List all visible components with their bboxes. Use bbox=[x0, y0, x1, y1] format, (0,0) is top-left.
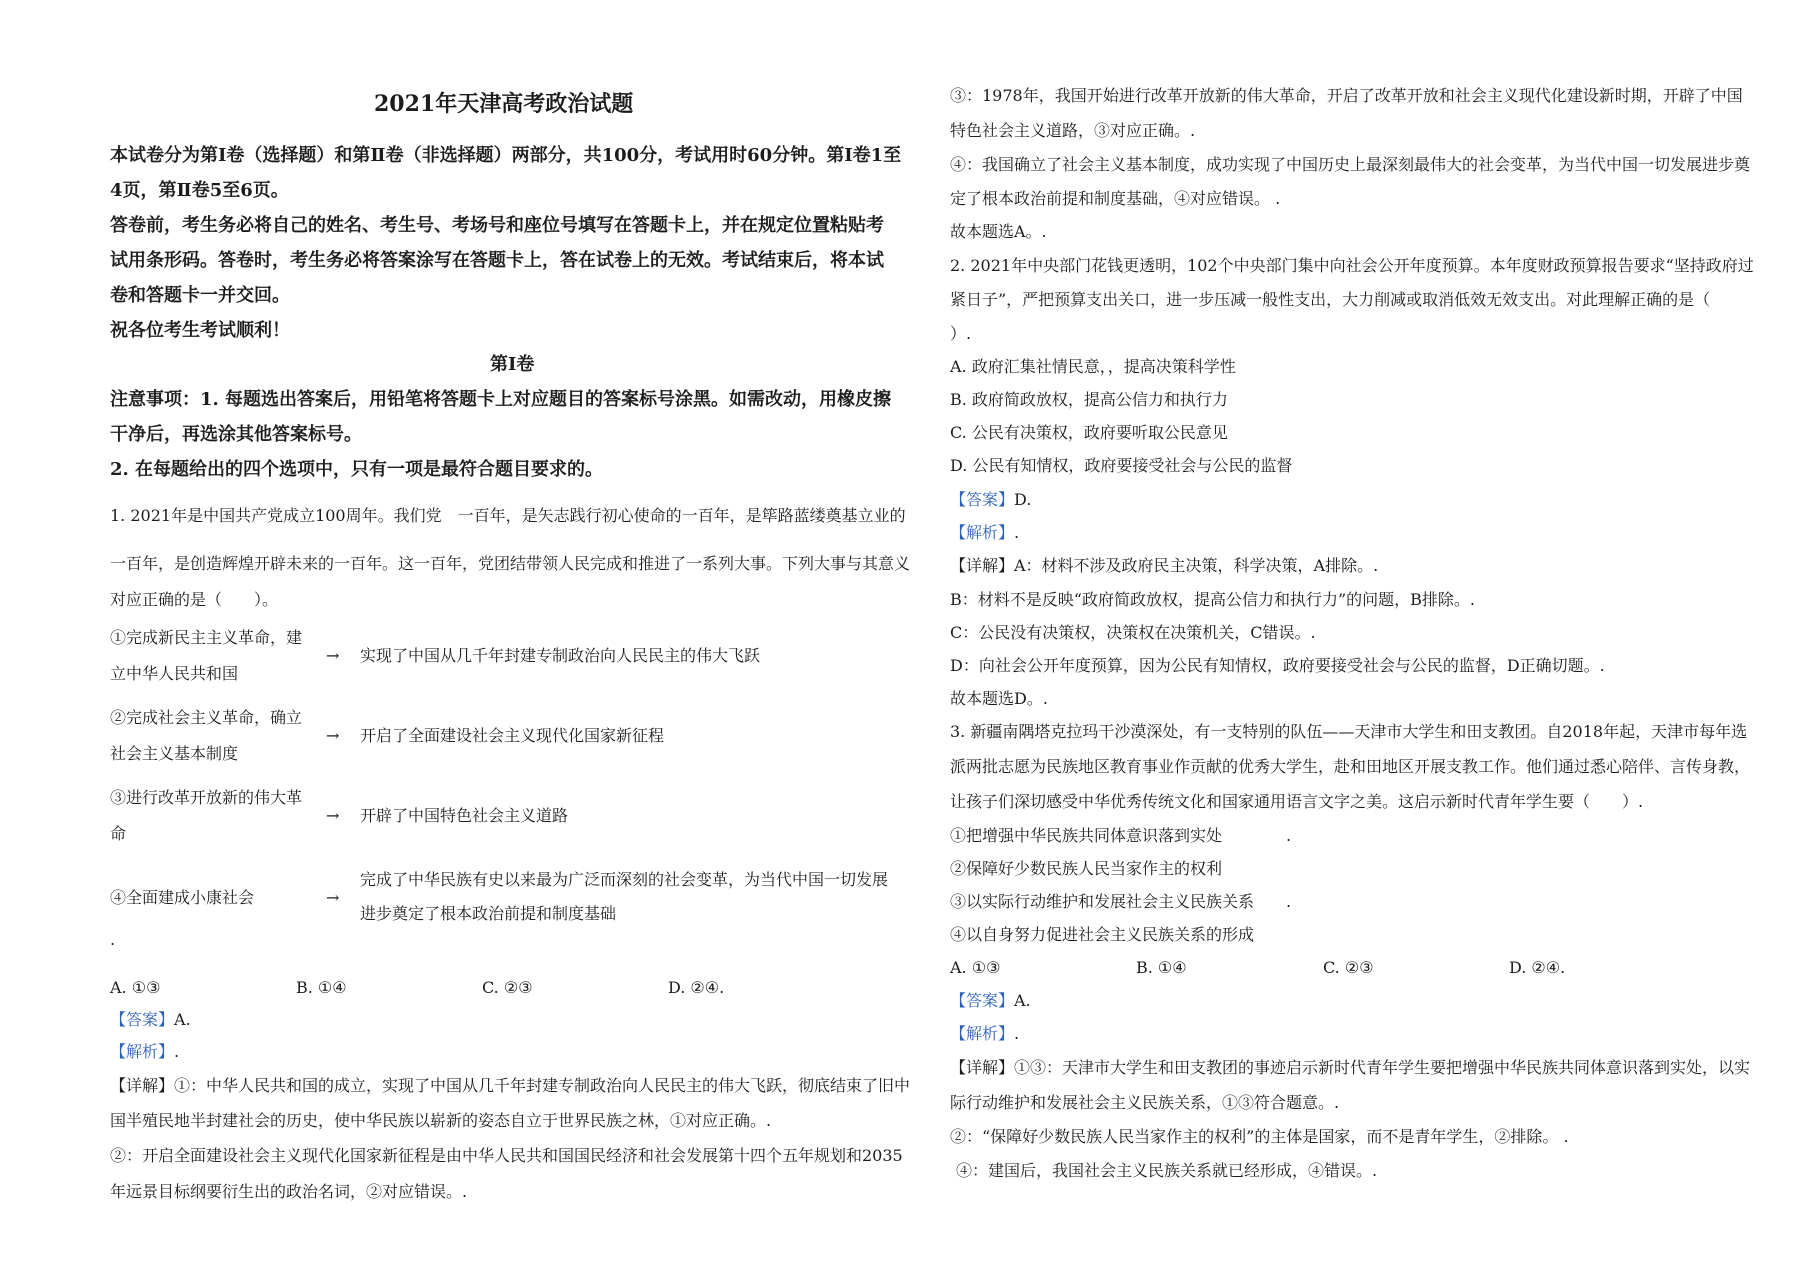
analysis-label: 【解析】 bbox=[950, 523, 1015, 542]
detail-line: ④：我国确立了社会主义基本制度，成功实现了中国历史上最深刻最伟大的社会变革，为当代中国一切发展进步奠 bbox=[950, 155, 1751, 174]
event-text: 立中华人民共和国 bbox=[110, 664, 239, 683]
meaning-text: 进步奠定了根本政治前提和制度基础 bbox=[360, 904, 617, 923]
option-b: B. ①④ bbox=[1136, 958, 1187, 977]
meaning-text: 实现了中国从几千年封建专制政治向人民民主的伟大飞跃 bbox=[360, 646, 761, 665]
event-text: ②完成社会主义革命，确立 bbox=[110, 708, 303, 727]
detail-line: ②：“保障好少数民族人民当家作主的权利”的主体是国家，而不是青年学生，②排除。 . bbox=[950, 1127, 1569, 1146]
question-2-stem: 紧日子”，严把预算支出关口，进一步压减一般性支出，大力削减或取消低效无效支出。对此理解正确的是（ bbox=[950, 290, 1711, 309]
detail-line: D：向社会公开年度预算，因为公民有知情权，政府要接受社会与公民的监督，D正确切题。. bbox=[950, 656, 1605, 675]
answer-label: 【答案】 bbox=[110, 1010, 175, 1029]
detail-line: 【详解】①：中华人民共和国的成立，实现了中国从几千年封建专制政治向人民民主的伟大飞跃，彻底结束了旧中 bbox=[110, 1076, 911, 1095]
option-a: A. 政府汇集社情民意，，提高决策科学性 bbox=[950, 357, 1236, 376]
conclusion-line: 故本题选A。. bbox=[950, 222, 1047, 241]
statement-item: ②保障好少数民族人民当家作主的权利 bbox=[950, 859, 1223, 878]
option-a: A. ①③ bbox=[110, 978, 161, 997]
question-1-stem: 1. 2021年是中国共产党成立100周年。我们党 一百年，是矢志践行初心使命的一百年，是筚路蓝缕奠基立业的 bbox=[110, 506, 906, 525]
detail-line: ②：开启全面建设社会主义现代化国家新征程是由中华人民共和国国民经济和社会发展第十四个五年规划和2035 bbox=[110, 1146, 903, 1165]
detail-line: 际行动维护和发展社会主义民族关系，①③符合题意。. bbox=[950, 1093, 1340, 1112]
meaning-text: 完成了中华民族有史以来最为广泛而深刻的社会变革，为当代中国一切发展 bbox=[360, 870, 889, 889]
question-3-stem: 3. 新疆南隅塔克拉玛干沙漠深处，有一支特别的队伍——天津市大学生和田支教团。自2018年起，天津市每年选 bbox=[950, 722, 1748, 741]
detail-line: B：材料不是反映“政府简政放权，提高公信力和执行力”的问题，B排除。. bbox=[950, 590, 1475, 609]
event-text: ③进行改革开放新的伟大革 bbox=[110, 788, 303, 807]
question-1-stem: 对应正确的是（ ）。 bbox=[110, 590, 279, 609]
question-1-stem: 一百年，是创造辉煌开辟未来的一百年。这一百年，党团结带领人民完成和推进了一系列大事。下列大事与其意义 bbox=[110, 554, 911, 573]
intro-line: 本试卷分为第Ⅰ卷（选择题）和第Ⅱ卷（非选择题）两部分，共100分，考试用时60分钟。第Ⅰ卷1至 bbox=[110, 145, 902, 166]
meaning-text: 开启了全面建设社会主义现代化国家新征程 bbox=[360, 726, 665, 745]
option-d: D. ②④. bbox=[668, 978, 725, 997]
intro-line: 4页，第Ⅱ卷5至6页。 bbox=[110, 180, 289, 201]
detail-line: 国半殖民地半封建社会的历史，使中华民族以崭新的姿态自立于世界民族之林，①对应正确。. bbox=[110, 1111, 772, 1130]
notes-line: 2. 在每题给出的四个选项中，只有一项是最符合题目要求的。 bbox=[110, 459, 604, 480]
notes-line: 干净后，再选涂其他答案标号。 bbox=[110, 424, 362, 445]
analysis-suffix: . bbox=[174, 1042, 180, 1061]
answer-value: A. bbox=[1014, 991, 1031, 1010]
arrow-icon: → bbox=[326, 806, 340, 825]
page-title: 2021年天津高考政治试题 bbox=[374, 91, 634, 117]
section-title: 第Ⅰ卷 bbox=[490, 354, 535, 375]
option-c: C. ②③ bbox=[482, 978, 533, 997]
arrow-icon: → bbox=[326, 888, 340, 907]
analysis-line bbox=[110, 1042, 179, 1062]
intro-line: 答卷前，考生务必将自己的姓名、考生号、考场号和座位号填写在答题卡上，并在规定位置粘贴考 bbox=[110, 215, 884, 236]
analysis-label: 【解析】 bbox=[950, 1024, 1015, 1043]
notes-line: 注意事项：1. 每题选出答案后，用铅笔将答题卡上对应题目的答案标号涂黑。如需改动，用橡皮擦 bbox=[110, 389, 892, 410]
detail-line: 年远景目标纲要衍生出的政治名词，②对应错误。. bbox=[110, 1182, 468, 1201]
option-a: A. ①③ bbox=[950, 958, 1001, 977]
answer-label: 【答案】 bbox=[950, 991, 1015, 1010]
detail-line: 【详解】A：材料不涉及政府民主决策，科学决策，A排除。. bbox=[950, 556, 1379, 575]
option-d: D. ②④. bbox=[1509, 958, 1566, 977]
option-b: B. 政府简政放权，提高公信力和执行力 bbox=[950, 390, 1228, 409]
statement-item: ④以自身努力促进社会主义民族关系的形成 bbox=[950, 925, 1255, 944]
question-3-stem: 派两批志愿为民族地区教育事业作贡献的优秀大学生，赴和田地区开展支教工作。他们通过悉心陪伴、言传身教， bbox=[950, 757, 1751, 776]
detail-line: ③：1978年，我国开始进行改革开放新的伟大革命，开启了改革开放和社会主义现代化建设新时期，开辟了中国 bbox=[950, 86, 1743, 105]
analysis-line bbox=[950, 1024, 1019, 1044]
question-2-stem: ）. bbox=[950, 324, 972, 343]
answer-line bbox=[950, 991, 1031, 1011]
statement-item: ③以实际行动维护和发展社会主义民族关系 . bbox=[950, 892, 1292, 911]
intro-line: 卷和答题卡一并交回。 bbox=[110, 285, 290, 306]
option-c: C. ②③ bbox=[1323, 958, 1374, 977]
intro-line: 试用条形码。答卷时，考生务必将答案涂写在答题卡上，答在试卷上的无效。考试结束后，将本试 bbox=[110, 250, 884, 271]
conclusion-line: 故本题选D。. bbox=[950, 689, 1048, 708]
answer-line bbox=[110, 1010, 191, 1030]
analysis-suffix: . bbox=[1014, 523, 1020, 542]
statement-item: ①把增强中华民族共同体意识落到实处 . bbox=[950, 826, 1292, 845]
detail-line: 特色社会主义道路，③对应正确。. bbox=[950, 121, 1196, 140]
option-d: D. 公民有知情权，政府要接受社会与公民的监督 bbox=[950, 456, 1293, 475]
detail-line: 定了根本政治前提和制度基础，④对应错误。 . bbox=[950, 189, 1281, 208]
answer-line bbox=[950, 490, 1031, 510]
event-text: 社会主义基本制度 bbox=[110, 744, 239, 763]
detail-line: C：公民没有决策权，决策权在决策机关，C错误。. bbox=[950, 623, 1316, 642]
detail-line: 【详解】①③：天津市大学生和田支教团的事迹启示新时代青年学生要把增强中华民族共同体意识落到实处，以实 bbox=[950, 1058, 1751, 1077]
detail-line: ④：建国后，我国社会主义民族关系就已经形成，④错误。. bbox=[956, 1161, 1378, 1180]
analysis-label: 【解析】 bbox=[110, 1042, 175, 1061]
answer-value: A. bbox=[174, 1010, 191, 1029]
event-text: 命 bbox=[110, 824, 127, 843]
stray-dot: . bbox=[110, 930, 116, 949]
event-text: ①完成新民主主义革命，建 bbox=[110, 628, 303, 647]
option-c: C. 公民有决策权，政府要听取公民意见 bbox=[950, 423, 1228, 442]
question-2-stem: 2. 2021年中央部门花钱更透明，102个中央部门集中向社会公开年度预算。本年度财政预算报告要求“坚持政府过 bbox=[950, 256, 1754, 275]
answer-label: 【答案】 bbox=[950, 490, 1015, 509]
analysis-line bbox=[950, 523, 1019, 543]
meaning-text: 开辟了中国特色社会主义道路 bbox=[360, 806, 569, 825]
analysis-suffix: . bbox=[1014, 1024, 1020, 1043]
arrow-icon: → bbox=[326, 646, 340, 665]
question-3-stem: 让孩子们深切感受中华优秀传统文化和国家通用语言文字之美。这启示新时代青年学生要（ ）. bbox=[950, 792, 1644, 811]
event-text: ④全面建成小康社会 bbox=[110, 888, 255, 907]
intro-line: 祝各位考生考试顺利！ bbox=[110, 320, 290, 341]
answer-value: D. bbox=[1014, 490, 1032, 509]
option-b: B. ①④ bbox=[296, 978, 347, 997]
arrow-icon: → bbox=[326, 726, 340, 745]
